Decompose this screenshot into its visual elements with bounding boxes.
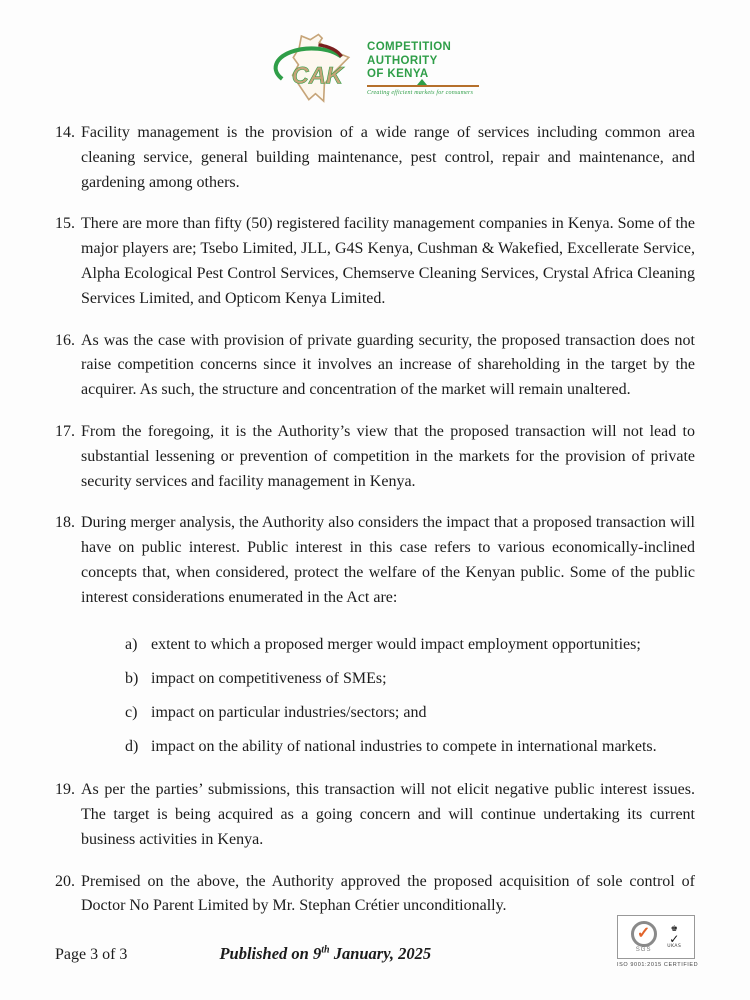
sublist-letter: b) bbox=[125, 669, 139, 687]
logo-tagline: Creating efficient markets for consumers bbox=[367, 89, 474, 96]
item-number: 16. bbox=[55, 331, 75, 349]
document-body bbox=[55, 121, 695, 936]
published-ordinal: th bbox=[321, 944, 330, 956]
list-item-17 bbox=[55, 420, 695, 494]
ukas-accreditation-icon bbox=[667, 925, 681, 950]
page-footer bbox=[55, 915, 699, 968]
item-text: There are more than fifty (50) registered facility management companies in Kenya. Some of the major players are; Tsebo Limited, JLL, G4S Kenya, Cushman & Wakefied, Excellerate Service, Alpha Ecological Pest Control Services, Chemserve Cleaning Services, Crystal Africa Cleaning Services Limited, and Opticom Kenya Limited. bbox=[81, 215, 695, 307]
sublist-letter: d) bbox=[125, 738, 139, 756]
sublist-letter: c) bbox=[125, 703, 138, 721]
sublist-text: extent to which a proposed merger would impact employment opportunities; bbox=[151, 635, 641, 653]
cak-logo bbox=[0, 33, 750, 107]
tick-icon: ✓ bbox=[669, 931, 680, 946]
list-item-18 bbox=[55, 511, 695, 610]
sgs-label: SGS bbox=[635, 947, 652, 953]
item-text: During merger analysis, the Authority also considers the impact that a proposed transaction will have on public interest. Public interest in this case refers to various economically-inclined concepts that, when considered, protect the welfare of the Kenyan public. Some of the public interest considerations enumerated in the Act are: bbox=[81, 514, 695, 606]
cak-acronym-text: CAK bbox=[291, 63, 344, 90]
list-item-14 bbox=[55, 121, 695, 195]
logo-triangle bbox=[417, 79, 427, 85]
list-item-16 bbox=[55, 329, 695, 403]
sublist-text: impact on the ability of national industries to compete in international markets. bbox=[151, 738, 657, 756]
org-name-line3: OF KENYA bbox=[367, 68, 429, 81]
item-number: 15. bbox=[55, 215, 75, 233]
sgs-checkmark-icon: ✓ bbox=[631, 921, 657, 947]
list-item-19 bbox=[55, 778, 695, 852]
published-suffix: January, 2025 bbox=[329, 944, 432, 963]
org-name-line2: AUTHORITY bbox=[367, 54, 438, 67]
org-name-line1: COMPETITION bbox=[367, 41, 452, 53]
certification-caption: ISO 9001:2015 CERTIFIED bbox=[617, 962, 699, 968]
sublist-letter: a) bbox=[125, 635, 138, 653]
list-item-20 bbox=[55, 870, 695, 920]
list-item-15 bbox=[55, 212, 695, 311]
sublist-item-b bbox=[125, 667, 695, 690]
sublist-text: impact on particular industries/sectors; and bbox=[151, 703, 427, 721]
item-number: 20. bbox=[55, 872, 75, 890]
sublist-item-d bbox=[125, 735, 695, 758]
sublist-item-a bbox=[125, 633, 695, 656]
item-number: 17. bbox=[55, 422, 75, 440]
item-text: As was the case with provision of private guarding security, the proposed transaction does not raise competition concerns since it involves an increase of shareholding in the target by the acquirer. As such, the structure and concentration of the market will remain unaltered. bbox=[81, 331, 695, 399]
public-interest-sublist bbox=[55, 633, 695, 759]
certification-marks-box bbox=[617, 915, 695, 959]
item-number: 14. bbox=[55, 124, 75, 141]
org-name bbox=[367, 41, 485, 82]
sgs-certification-icon bbox=[631, 921, 657, 953]
sublist-text: impact on competitiveness of SMEs; bbox=[151, 669, 387, 687]
item-text: Premised on the above, the Authority approved the proposed acquisition of sole control of Doctor No Parent Limited by Mr. Stephan Crétier unconditionally. bbox=[81, 872, 695, 915]
item-text: As per the parties’ submissions, this transaction will not elicit negative public interest issues. The target is being acquired as a going concern and will continue undertaking its current business activities in Kenya. bbox=[81, 781, 695, 848]
item-number: 18. bbox=[55, 514, 75, 532]
item-text: Facility management is the provision of a wide range of services including common area cleaning service, general building maintenance, pest control, repair and maintenance, and gardening among others. bbox=[81, 124, 695, 191]
logo-text-block bbox=[367, 33, 485, 96]
ukas-label: UKAS bbox=[667, 943, 682, 949]
item-text: From the foregoing, it is the Authority’s view that the proposed transaction will not lead to substantial lessening or prevention of competition in the markets for the provision of private security services and facility management in Kenya. bbox=[81, 422, 695, 490]
logo-underline bbox=[367, 85, 479, 87]
published-prefix: Published on 9 bbox=[219, 944, 322, 963]
published-date bbox=[219, 944, 617, 968]
item-number: 19. bbox=[55, 781, 75, 799]
iso-certification-badge bbox=[617, 915, 699, 968]
crown-icon: ♚ bbox=[670, 923, 678, 933]
kenya-map-icon bbox=[265, 33, 363, 107]
sublist-item-c bbox=[125, 701, 695, 724]
page-number-label: Page 3 of 3 bbox=[55, 946, 128, 963]
